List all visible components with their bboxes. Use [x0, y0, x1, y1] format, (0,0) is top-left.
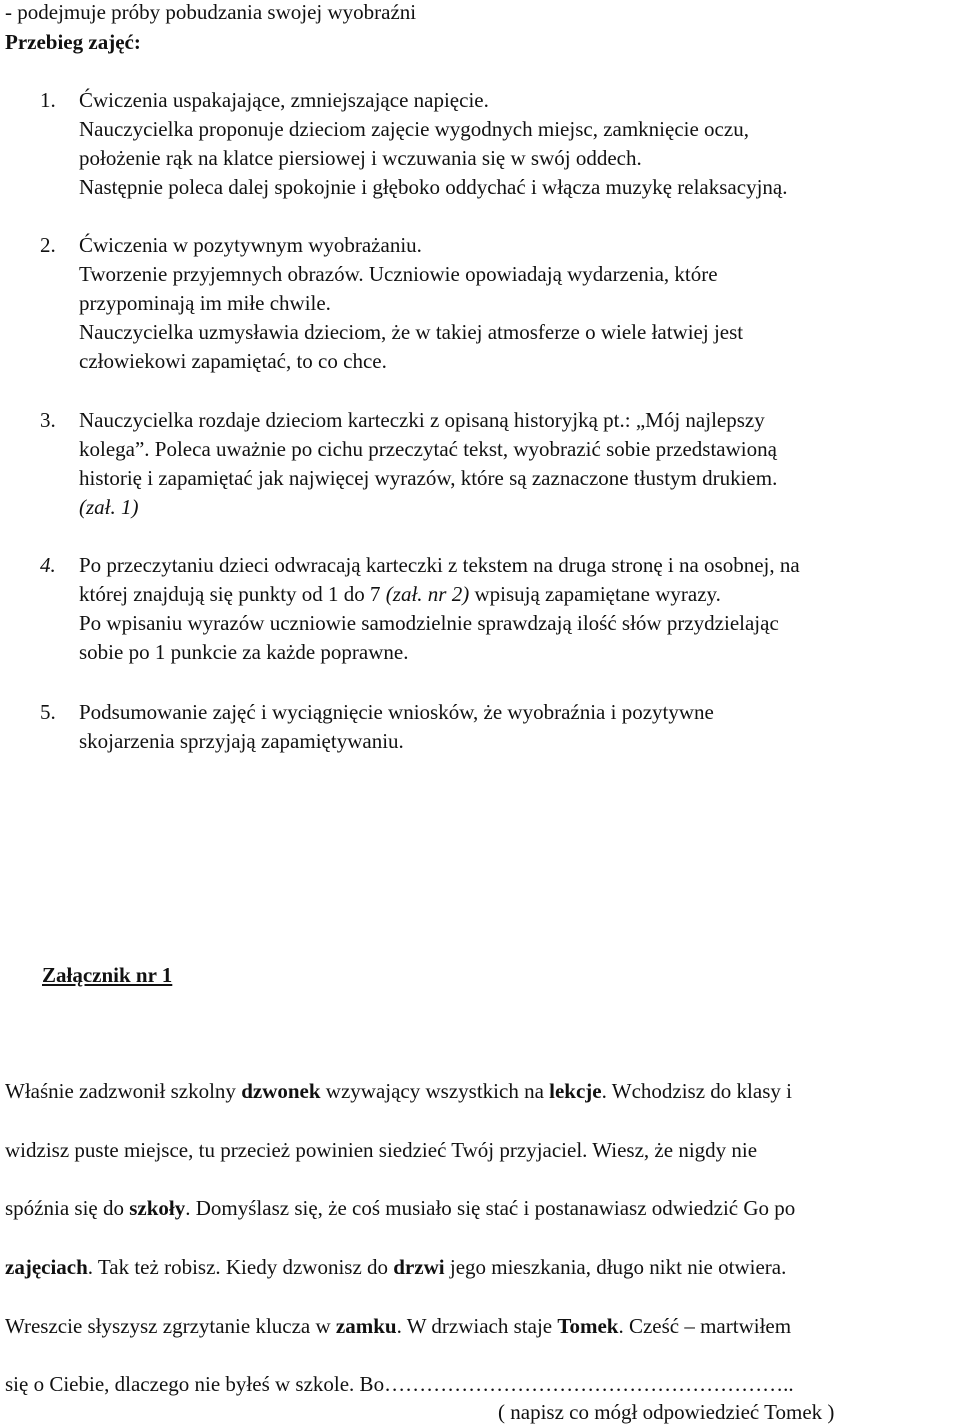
appendix-title: Załącznik nr 1 — [42, 963, 173, 987]
keyword-tomek: Tomek — [557, 1314, 619, 1338]
story-instruction: ( napisz co mógł odpowiedzieć Tomek ) — [498, 1400, 835, 1424]
step-2-line-4: Nauczycielka uzmysławia dzieciom, że w takiej atmosferze o wiele łatwiej jest — [79, 320, 744, 344]
step-1-line-2: Nauczycielka proponuje dzieciom zajęcie wygodnych miejsc, zamknięcie oczu, — [79, 117, 749, 141]
step-3-line-4: (zał. 1) — [79, 495, 139, 519]
story-text: . Cześć – martwiłem — [618, 1314, 792, 1338]
step-5-line-2: skojarzenia sprzyjają zapamiętywaniu. — [79, 729, 404, 753]
keyword-zajeciach: zajęciach — [5, 1255, 88, 1279]
step-3-line-1: Nauczycielka rozdaje dzieciom karteczki z opisaną historyjką pt.: „Mój najlepszy — [79, 408, 765, 432]
story-text: wzywający wszystkich na — [320, 1079, 550, 1103]
keyword-szkoly: szkoły — [129, 1196, 186, 1220]
story-line-6: się o Ciebie, dlaczego nie byłeś w szkole. Bo………………………………………………….. — [5, 1372, 794, 1396]
step-4-line-2-tail: wpisują zapamiętane wyrazy. — [469, 582, 721, 606]
story-text: . Domyślasz się, że coś musiało się stać i postanawiasz odwiedzić Go po — [185, 1196, 796, 1220]
step-3-line-2: kolega”. Poleca uważnie po cichu przeczytać tekst, wyobrazić sobie przedstawioną — [79, 437, 777, 461]
keyword-drzwi: drzwi — [393, 1255, 445, 1279]
step-4-line-3: Po wpisaniu wyrazów uczniowie samodzielnie sprawdzają ilość słów przydzielając — [79, 611, 779, 635]
step-2-title: Ćwiczenia w pozytywnym wyobrażaniu. — [79, 233, 422, 257]
step-2-line-2: Tworzenie przyjemnych obrazów. Uczniowie opowiadają wydarzenia, które — [79, 262, 718, 286]
story-line-4 — [5, 1257, 786, 1278]
story-line-5 — [5, 1316, 791, 1337]
keyword-lekcje: lekcje — [549, 1079, 602, 1103]
story-text: . Tak też robisz. Kiedy dzwonisz do — [87, 1255, 394, 1279]
story-text: Wreszcie słyszysz zgrzytanie klucza w — [5, 1314, 336, 1338]
step-1-title: Ćwiczenia uspakajające, zmniejszające napięcie. — [79, 88, 489, 112]
story-line-2: widzisz puste miejsce, tu przecież powinien siedzieć Twój przyjaciel. Wiesz, że nigdy nie — [5, 1138, 758, 1162]
keyword-zamku: zamku — [335, 1314, 397, 1338]
step-4-number: 4. — [40, 553, 56, 577]
step-2-line-5: człowiekowi zapamiętać, to co chce. — [79, 349, 387, 373]
step-5-line-1: Podsumowanie zajęć i wyciągnięcie wniosków, że wyobraźnia i pozytywne — [79, 700, 714, 724]
step-1-line-4: Następnie poleca dalej spokojnie i głęboko oddychać i włącza muzykę relaksacyjną. — [79, 175, 788, 199]
step-4-line-4: sobie po 1 punkcie za każde poprawne. — [79, 640, 409, 664]
step-4-line-2 — [79, 584, 721, 605]
section-title: Przebieg zajęć: — [5, 30, 141, 54]
step-4-line-1: Po przeczytaniu dzieci odwracają karteczki z tekstem na druga stronę i na osobnej, na — [79, 553, 800, 577]
step-1-line-3: położenie rąk na klatce piersiowej i wczuwania się w swój oddech. — [79, 146, 642, 170]
story-text: Właśnie zadzwonił szkolny — [5, 1079, 242, 1103]
keyword-dzwonek: dzwonek — [241, 1079, 321, 1103]
step-2-number: 2. — [40, 233, 56, 257]
step-3-line-3: historię i zapamiętać jak najwięcej wyrazów, które są zaznaczone tłustym drukiem. — [79, 466, 778, 490]
step-1-number: 1. — [40, 88, 56, 112]
objective-item: - podejmuje próby pobudzania swojej wyobraźni — [5, 0, 417, 24]
story-line-3 — [5, 1198, 795, 1219]
step-4-attachment-ref: (zał. nr 2) — [385, 582, 470, 606]
step-3-number: 3. — [40, 408, 56, 432]
story-text: spóźnia się do — [5, 1196, 130, 1220]
step-2-line-3: przypominają im miłe chwile. — [79, 291, 331, 315]
story-text: jego mieszkania, długo nikt nie otwiera. — [444, 1255, 787, 1279]
story-line-1 — [5, 1081, 960, 1102]
step-4-line-2-text: której znajdują się punkty od 1 do 7 — [79, 582, 386, 606]
story-text: . W drzwiach staje — [396, 1314, 558, 1338]
step-5-number: 5. — [40, 700, 56, 724]
story-text: . Wchodzisz do klasy i — [601, 1079, 792, 1103]
